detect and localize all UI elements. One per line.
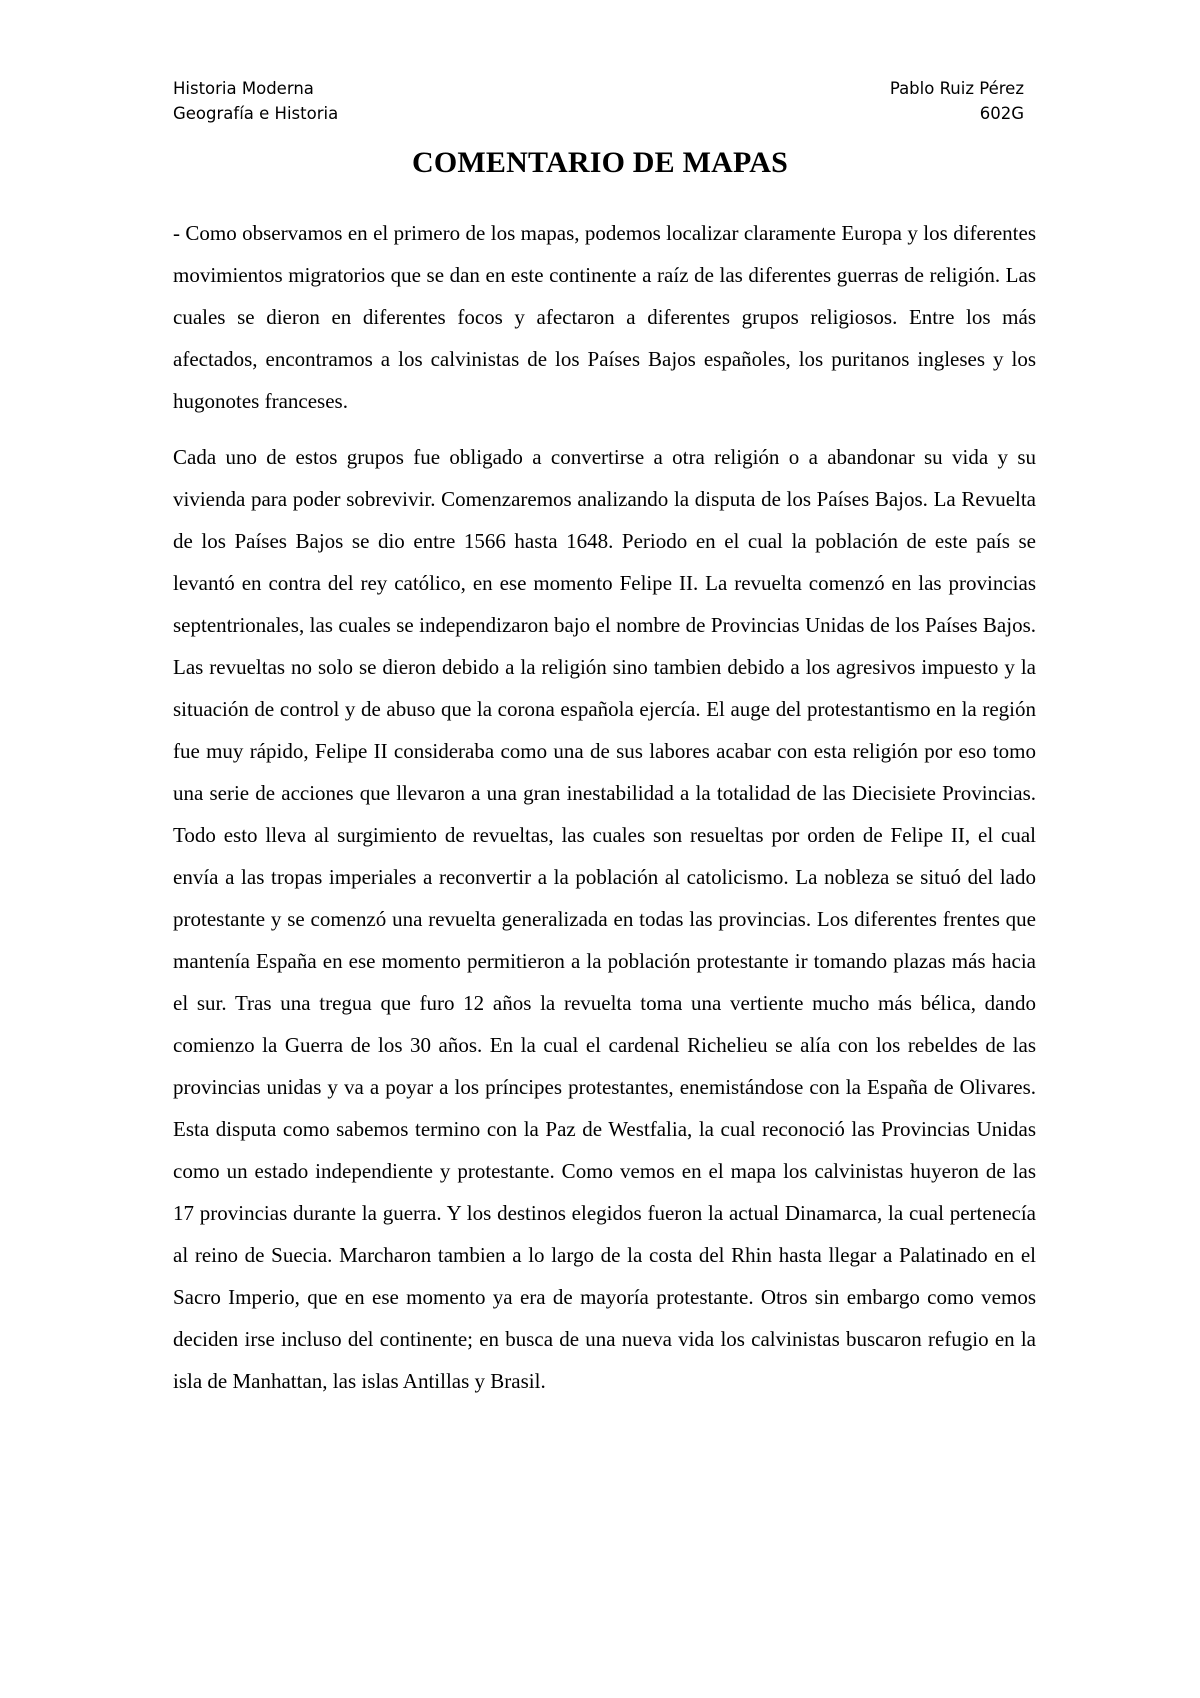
course-name: Historia Moderna xyxy=(173,79,314,98)
document-body xyxy=(173,212,1036,1416)
paragraph-1: - Como observamos en el primero de los mapas, podemos localizar claramente Europa y los diferentes movimientos migratorios que se dan en este continente a raíz de las diferentes guerras de religión. Las cuales se dieron en diferentes focos y afectaron a diferentes grupos religiosos. Entre los más afectados, encontramos a los calvinistas de los Países Bajos españoles, los puritanos ingleses y los hugonotes franceses. xyxy=(173,221,1036,413)
group-code: 602G xyxy=(979,104,1024,123)
page-header xyxy=(173,76,1024,126)
header-row-1 xyxy=(173,76,1024,101)
degree-name: Geografía e Historia xyxy=(173,104,339,123)
paragraph-2: Cada uno de estos grupos fue obligado a convertirse a otra religión o a abandonar su vida y su vivienda para poder sobrevivir. Comenzaremos analizando la disputa de los Países Bajos. La Revuelta de los Países Bajos se dio entre 1566 hasta 1648. Periodo en el cual la población de este país se levantó en contra del rey católico, en ese momento Felipe II. La revuelta comenzó en las provincias septentrionales, las cuales se independizaron bajo el nombre de Provincias Unidas de los Países Bajos. Las revueltas no solo se dieron debido a la religión sino tambien debido a los agresivos impuesto y la situación de control y de abuso que la corona española ejercía. El auge del protestantismo en la región fue muy rápido, Felipe II consideraba como una de sus labores acabar con esta religión por eso tomo una serie de acciones que llevaron a una gran inestabilidad a la totalidad de las Diecisiete Provincias. Todo esto lleva al surgimiento de revueltas, las cuales son resueltas por orden de Felipe II, el cual envía a las tropas imperiales a reconvertir a la población al catolicismo. La nobleza se situó del lado protestante y se comenzó una revuelta generalizada en todas las provincias. Los diferentes frentes que mantenía España en ese momento permitieron a la población protestante ir tomando plazas más hacia el sur. Tras una tregua que furo 12 años la revuelta toma una vertiente mucho más bélica, dando comienzo la Guerra de los 30 años. En la cual el cardenal Richelieu se alía con los rebeldes de las provincias unidas y va a poyar a los príncipes protestantes, enemistándose con la España de Olivares. Esta disputa como sabemos termino con la Paz de Westfalia, la cual reconoció las Provincias Unidas como un estado independiente y protestante. Como vemos en el mapa los calvinistas huyeron de las 17 provincias durante la guerra. Y los destinos elegidos fueron la actual Dinamarca, la cual pertenecía al reino de Suecia. Marcharon tambien a lo largo de la costa del Rhin hasta llegar a Palatinado en el Sacro Imperio, que en ese momento ya era de mayoría protestante. Otros sin embargo como vemos deciden irse incluso del continente; en busca de una nueva vida los calvinistas buscaron refugio en la isla de Manhattan, las islas Antillas y Brasil. xyxy=(173,445,1036,1393)
document-title: COMENTARIO DE MAPAS xyxy=(411,146,789,179)
author-name: Pablo Ruiz Pérez xyxy=(889,79,1024,98)
header-row-2 xyxy=(173,101,1024,126)
